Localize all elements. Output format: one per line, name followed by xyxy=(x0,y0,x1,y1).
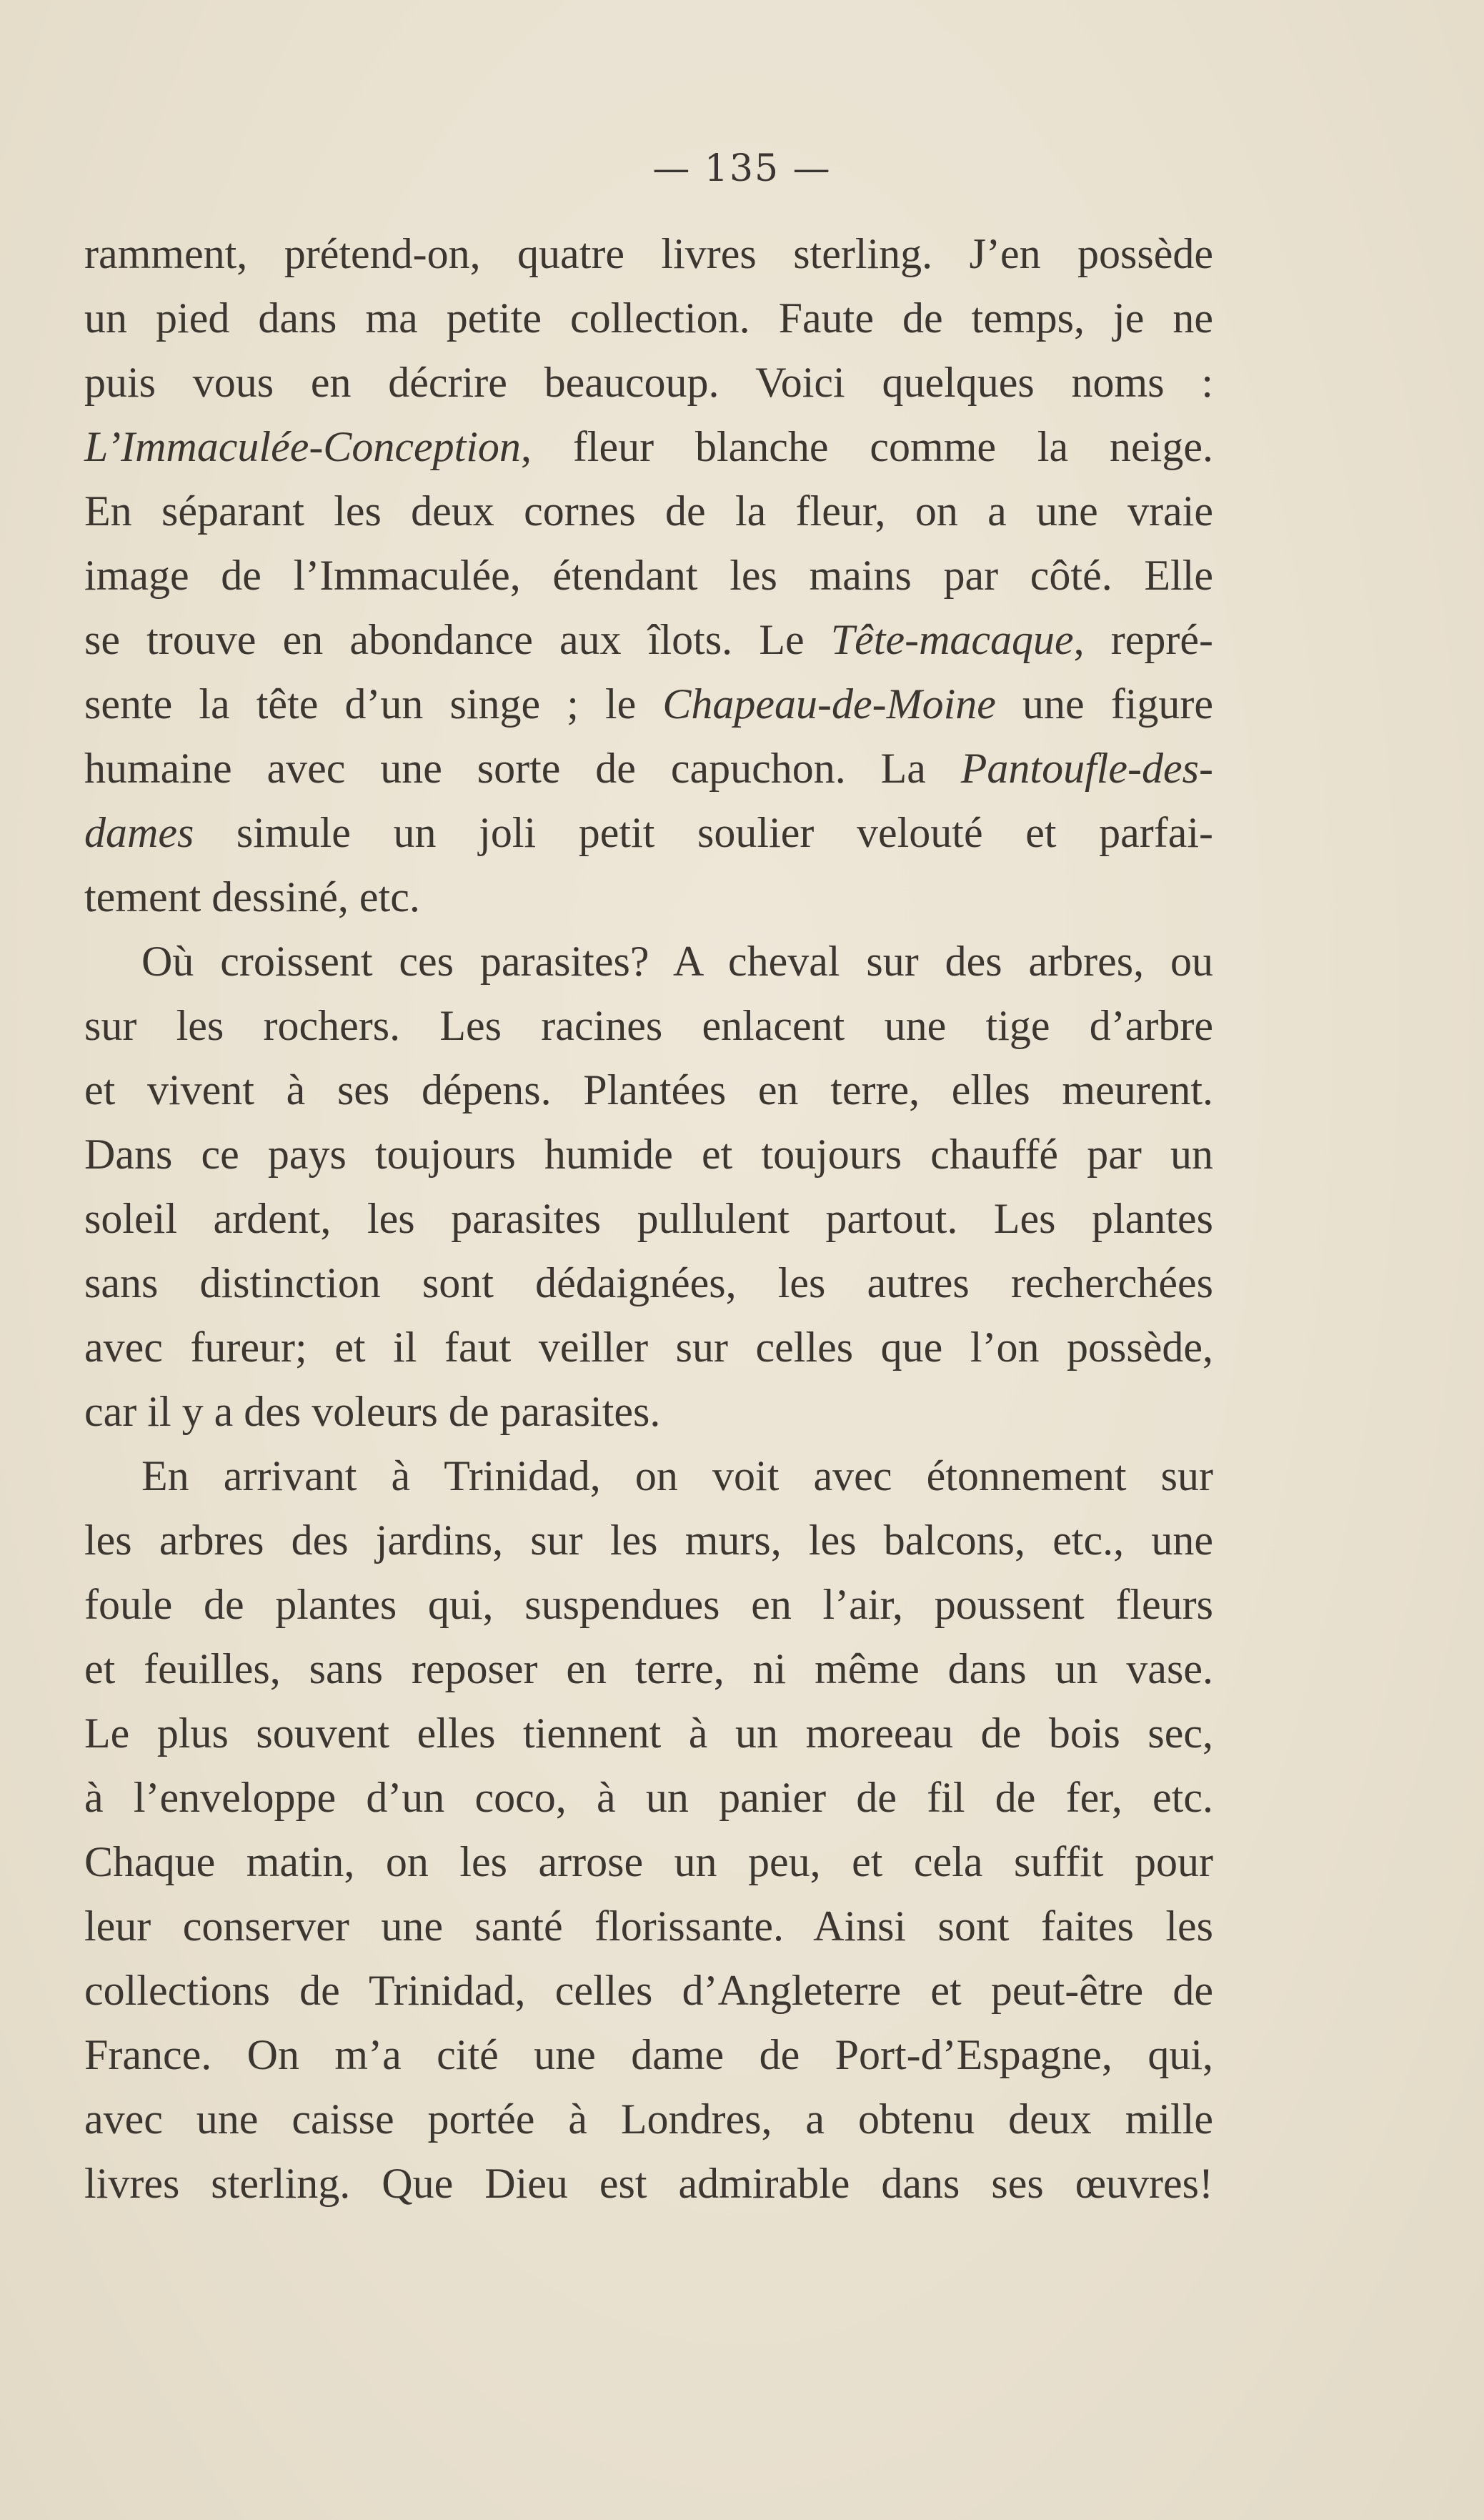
text-line: humaine avec une sorte de capuchon. La Pantoufle-des- xyxy=(84,745,1213,792)
text-line: à l’enveloppe d’un coco, à un panier de fil de fer, etc. xyxy=(84,1774,1213,1821)
text-line: Chaque matin, on les arrose un peu, et cela suffit pour xyxy=(84,1838,1213,1885)
body-text xyxy=(84,222,1213,2216)
text-line: car il y a des voleurs de parasites. xyxy=(84,1388,661,1435)
italic-plant-name: Pantoufle-des- xyxy=(960,745,1213,792)
text-line: un pied dans ma petite collection. Faute de temps, je ne xyxy=(84,294,1213,342)
text-line: foule de plantes qui, suspendues en l’air, poussent fleurs xyxy=(84,1581,1213,1628)
text-line: avec une caisse portée à Londres, a obtenu deux mille xyxy=(84,2095,1213,2143)
text-line: En séparant les deux cornes de la fleur, on a une vraie xyxy=(84,487,1213,535)
text-line: En arrivant à Trinidad, on voit avec étonnement sur xyxy=(141,1452,1213,1499)
text-line: et vivent à ses dépens. Plantées en terre, elles meurent. xyxy=(84,1066,1213,1113)
text-line: sente la tête d’un singe ; le Chapeau-de-Moine une figure xyxy=(84,680,1213,728)
text-line: puis vous en décrire beaucoup. Voici quelques noms : xyxy=(84,359,1213,406)
text-line: et feuilles, sans reposer en terre, ni même dans un vase. xyxy=(84,1645,1213,1692)
text-line: L’Immaculée-Conception, fleur blanche comme la neige. xyxy=(84,423,1213,470)
italic-plant-name: L’Immaculée-Conception xyxy=(84,423,521,470)
text-line: tement dessiné, etc. xyxy=(84,873,420,921)
text-line: soleil ardent, les parasites pullulent partout. Les plantes xyxy=(84,1195,1213,1242)
text-line: se trouve en abondance aux îlots. Le Tête-macaque, repré- xyxy=(84,616,1214,663)
text-line: Où croissent ces parasites? A cheval sur des arbres, ou xyxy=(141,938,1213,985)
text-line: Le plus souvent elles tiennent à un moreeau de bois sec, xyxy=(84,1710,1213,1757)
text-line: collections de Trinidad, celles d’Angleterre et peut-être de xyxy=(84,1967,1213,2014)
text-line: les arbres des jardins, sur les murs, les balcons, etc., une xyxy=(84,1517,1213,1564)
text-line: Dans ce pays toujours humide et toujours chauffé par un xyxy=(84,1131,1213,1178)
text-line: sans distinction sont dédaignées, les autres recherchées xyxy=(84,1259,1213,1306)
text-line: sur les rochers. Les racines enlacent une tige d’arbre xyxy=(84,1002,1213,1049)
text-line: dames simule un joli petit soulier velouté et parfai- xyxy=(84,809,1213,856)
text-line: livres sterling. Que Dieu est admirable dans ses œuvres! xyxy=(84,2160,1213,2207)
text-line: image de l’Immaculée, étendant les mains par côté. Elle xyxy=(84,552,1213,599)
text-line: France. On m’a cité une dame de Port-d’Espagne, qui, xyxy=(84,2031,1213,2078)
text-line: leur conserver une santé florissante. Ainsi sont faites les xyxy=(84,1903,1213,1950)
text-line: ramment, prétend-on, quatre livres sterling. J’en possède xyxy=(84,230,1213,277)
page-number: — 135 — xyxy=(652,147,832,190)
italic-plant-name: Tête-macaque xyxy=(830,616,1074,663)
italic-plant-name: Chapeau-de-Moine xyxy=(662,680,996,728)
italic-plant-name: dames xyxy=(84,809,194,856)
text-line: avec fureur; et il faut veiller sur celles que l’on possède, xyxy=(84,1324,1213,1371)
